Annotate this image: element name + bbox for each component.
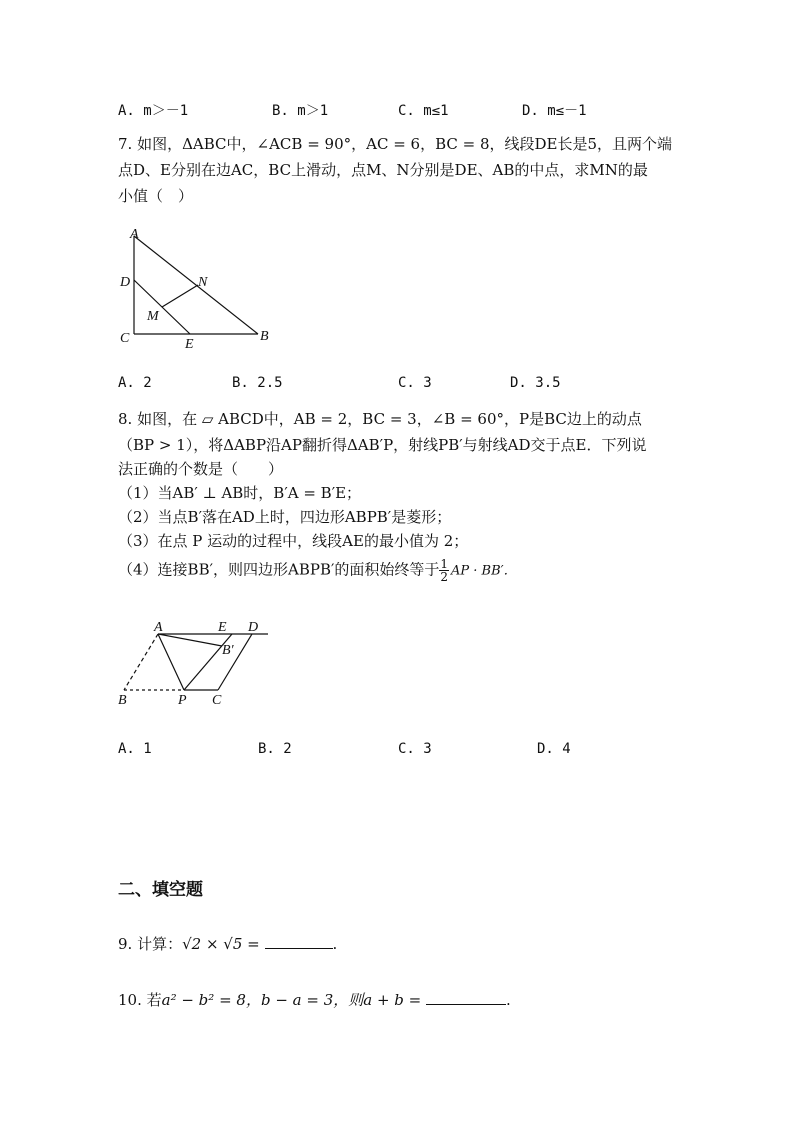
q7-label-e: E	[185, 337, 194, 352]
q6-option-a: A. m＞－1	[118, 103, 189, 119]
q7-label-d: D	[120, 275, 131, 290]
q8-label-b-prime: B′	[222, 643, 234, 658]
q8-text-line-1: 8. 如图，在 ▱ ABCD中，AB = 2，BC = 3，∠B = 60°，P是BC边上的动点	[118, 410, 642, 428]
q7-text-line-3: 小值（ ）	[118, 187, 194, 205]
q7-option-b: B. 2.5	[232, 375, 283, 391]
q8-label-p: P	[178, 693, 187, 708]
q7-label-c: C	[120, 331, 130, 346]
q9-expression: √2 × √5 =	[182, 935, 260, 953]
q8-statement-3: （3）在点 P 运动的过程中，线段AE的最小值为 2；	[118, 532, 469, 550]
q10-answer-blank[interactable]	[426, 988, 506, 1005]
q7-triangle-figure	[110, 222, 280, 354]
q7-option-c: C. 3	[398, 375, 432, 391]
q6-option-c: C. m≤1	[398, 103, 449, 119]
q8-option-d: D. 4	[537, 741, 571, 757]
q7-option-d: D. 3.5	[510, 375, 561, 391]
q8-statement-1: （1）当AB′ ⊥ AB时，B′A = B′E；	[118, 484, 362, 502]
q8-label-c: C	[212, 693, 222, 708]
q10-end: .	[506, 991, 511, 1009]
q8-fraction	[439, 558, 449, 583]
q8-label-e: E	[218, 620, 227, 635]
q7-label-a: A	[130, 227, 139, 242]
q8-text-line-2: （BP > 1），将ΔABP沿AP翻折得ΔAB′P，射线PB′与射线AD交于点E．下列说	[118, 436, 647, 454]
q9-line	[118, 932, 337, 955]
q10-line	[118, 988, 511, 1011]
q8-label-b: B	[118, 693, 127, 708]
q7-label-b: B	[260, 329, 269, 344]
q8-option-a: A. 1	[118, 741, 152, 757]
q8-parallelogram-figure	[112, 616, 282, 712]
q8-option-c: C. 3	[398, 741, 432, 757]
q9-answer-blank[interactable]	[265, 932, 333, 949]
q7-label-n: N	[198, 275, 208, 290]
q7-label-m: M	[147, 309, 159, 324]
q9-end: .	[332, 935, 338, 953]
q7-text-line-2: 点D、E分别在边AC，BC上滑动，点M、N分别是DE、AB的中点，求MN的最	[118, 161, 648, 179]
q8-label-a: A	[154, 620, 163, 635]
q6-option-b: B. m＞1	[272, 103, 329, 119]
q8-statement-4	[118, 558, 517, 583]
q8-option-b: B. 2	[258, 741, 292, 757]
q8-statement-2: （2）当点B′落在AD上时，四边形ABPB′是菱形；	[118, 508, 452, 526]
q10-prefix: 10. 若	[118, 991, 162, 1009]
q8-label-d: D	[248, 620, 259, 635]
q6-option-d: D. m≤－1	[522, 103, 587, 119]
q7-option-a: A. 2	[118, 375, 152, 391]
q8-statement-4-expr: AP · BB′．	[451, 563, 517, 579]
q8-fraction-denominator: 2	[440, 570, 449, 584]
q9-prefix: 9. 计算：	[118, 935, 183, 953]
q10-expression: a² − b² = 8，b − a = 3，则a + b =	[161, 991, 422, 1009]
q8-fraction-numerator: 1	[440, 557, 449, 571]
q8-statement-4-text: （4）连接BB′，则四边形ABPB′的面积始终等于	[118, 560, 440, 579]
q7-text-line-1: 7. 如图，ΔABC中，∠ACB = 90°，AC = 6，BC = 8，线段DE长是5，且两个端	[118, 135, 673, 153]
q8-text-line-3: 法正确的个数是（ ）	[118, 460, 284, 478]
section-heading-fill-in: 二、填空题	[118, 880, 203, 900]
